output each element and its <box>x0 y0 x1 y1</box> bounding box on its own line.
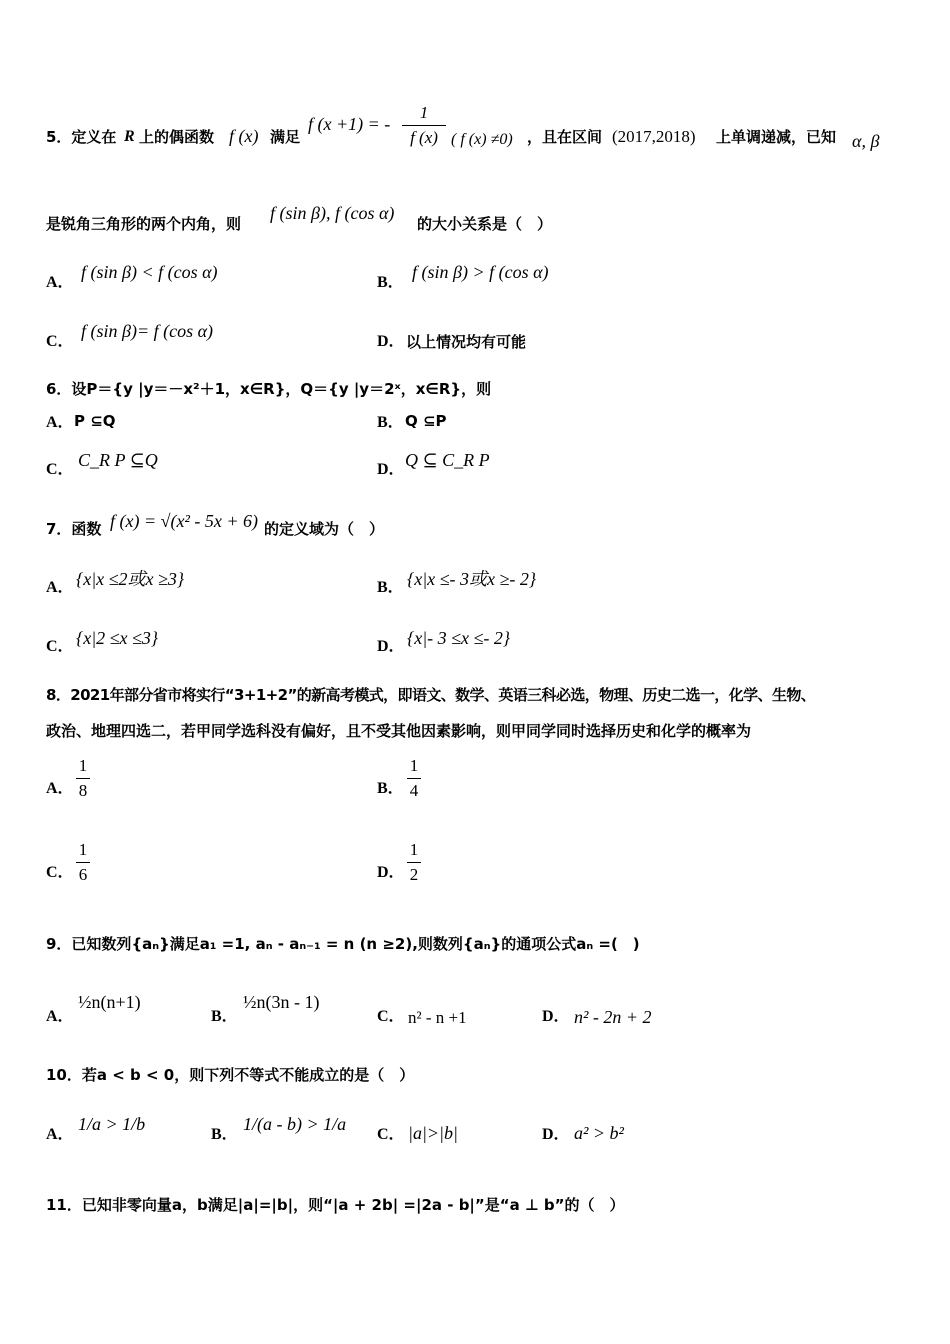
q6-stem: 6．设P＝{y |y＝－x²＋1，x∈R}，Q＝{y |y＝2ˣ，x∈R}，则 <box>46 380 492 398</box>
q7-option-b-label[interactable]: B． <box>377 579 404 596</box>
q5-lhs: f (x +1) = - <box>308 114 391 134</box>
q9-option-d[interactable]: n² - 2n + 2 <box>574 1007 652 1027</box>
q7-option-a[interactable]: {x|x ≤2或x ≥3} <box>76 569 185 589</box>
q8-option-c-num: 1 <box>78 840 88 859</box>
q6-option-b[interactable]: Q ⊆P <box>405 412 447 430</box>
q8-option-b-num: 1 <box>409 756 419 775</box>
q6-option-c-label[interactable]: C． <box>46 461 74 478</box>
q9-option-b[interactable]: ½n(3n - 1) <box>243 992 320 1012</box>
q8-option-c-label[interactable]: C． <box>46 864 74 881</box>
q5-line2b: 的大小关系是（ ） <box>417 215 553 233</box>
q5-condition: ( f (x) ≠0) <box>451 131 513 148</box>
q10-option-a-label[interactable]: A． <box>46 1126 74 1143</box>
q7-tail: 的定义域为（ ） <box>264 520 385 538</box>
q5-line2a: 是锐角三角形的两个内角，则 <box>46 215 242 233</box>
q8-option-d-bar <box>407 862 421 863</box>
q7-option-d-label[interactable]: D． <box>377 638 405 655</box>
q8-option-c-den: 6 <box>78 865 88 884</box>
q8-option-d-den: 2 <box>409 865 419 884</box>
q8-line2: 政治、地理四选二，若甲同学选科没有偏好，且不受其他因素影响，则甲同学同时选择历史和化学的概率为 <box>46 722 752 740</box>
q5-option-c[interactable]: f (sin β)= f (cos α) <box>81 321 214 341</box>
q9-option-a[interactable]: ½n(n+1) <box>78 992 141 1012</box>
q6-option-c[interactable]: C_R P ⊆Q <box>78 450 158 470</box>
q7-expr: f (x) = √(x² - 5x + 6) <box>110 511 259 531</box>
q8-option-c[interactable] <box>76 840 90 885</box>
q5-fraction-den: f (x) <box>410 128 438 147</box>
q10-option-c[interactable]: |a|>|b| <box>408 1123 458 1143</box>
q8-option-a-num: 1 <box>78 756 88 775</box>
q5-fraction-num: 1 <box>419 103 429 122</box>
q7-option-c[interactable]: {x|2 ≤x ≤3} <box>76 628 159 648</box>
q7-lead: 7．函数 <box>46 520 102 538</box>
q10-option-d[interactable]: a² > b² <box>574 1123 624 1143</box>
q6-option-a[interactable]: P ⊆Q <box>74 412 116 430</box>
q7-option-a-label[interactable]: A． <box>46 579 74 596</box>
q5-lead: 5．定义在 <box>46 128 117 146</box>
q10-option-b-label[interactable]: B． <box>211 1126 238 1143</box>
q10-stem: 10．若a < b < 0，则下列不等式不能成立的是（ ） <box>46 1066 415 1084</box>
q5-option-a-label[interactable]: A． <box>46 274 74 291</box>
q11-stem: 11．已知非零向量a，b满足|a|=|b|，则“|a + 2b| =|2a - b|”是“a ⊥ b”的（ ） <box>46 1196 625 1214</box>
q5-option-d-label[interactable]: D． <box>377 333 405 350</box>
q8-option-b-bar <box>407 778 421 779</box>
q8-option-d-num: 1 <box>409 840 419 859</box>
q5-option-a[interactable]: f (sin β) < f (cos α) <box>81 262 218 282</box>
q9-option-b-label[interactable]: B． <box>211 1008 238 1025</box>
q6-option-a-label[interactable]: A． <box>46 414 74 431</box>
q9-option-c[interactable]: n² - n +1 <box>408 1008 467 1027</box>
q8-option-b[interactable] <box>407 756 421 801</box>
q8-option-c-bar <box>76 862 90 863</box>
q5-R: R <box>124 128 135 145</box>
q5-option-b[interactable]: f (sin β) > f (cos α) <box>412 262 549 282</box>
q5-text3: ，且在区间 <box>527 128 603 146</box>
q6-option-d-label[interactable]: D． <box>377 461 405 478</box>
q7-option-d[interactable]: {x|- 3 ≤x ≤- 2} <box>407 628 511 648</box>
q10-option-c-label[interactable]: C． <box>377 1126 405 1143</box>
q6-option-b-label[interactable]: B． <box>377 414 404 431</box>
q9-option-a-label[interactable]: A． <box>46 1008 74 1025</box>
q7-option-c-label[interactable]: C． <box>46 638 74 655</box>
q8-option-a[interactable] <box>76 756 90 801</box>
q6-option-d[interactable]: Q ⊆ C_R P <box>405 450 490 470</box>
q10-option-d-label[interactable]: D． <box>542 1126 570 1143</box>
q8-option-a-label[interactable]: A． <box>46 780 74 797</box>
q9-option-d-label[interactable]: D． <box>542 1008 570 1025</box>
q9-stem: 9．已知数列{aₙ}满足a₁ =1, aₙ - aₙ₋₁ = n (n ≥2),则数列{aₙ}的通项公式aₙ =( ) <box>46 935 640 953</box>
q8-option-d[interactable] <box>407 840 421 885</box>
q10-option-a[interactable]: 1/a > 1/b <box>78 1114 146 1134</box>
q5-fexpr: f (sin β), f (cos α) <box>270 203 395 223</box>
q9-option-c-label[interactable]: C． <box>377 1008 405 1025</box>
q5-text1: 上的偶函数 <box>139 128 215 146</box>
q8-option-b-den: 4 <box>409 781 419 800</box>
q8-option-d-label[interactable]: D． <box>377 864 405 881</box>
q10-option-b[interactable]: 1/(a - b) > 1/a <box>243 1114 347 1134</box>
q8-line1: 8．2021年部分省市将实行“3+1+2”的新高考模式，即语文、数学、英语三科必选，物理、历史二选一，化学、生物、 <box>46 686 816 704</box>
q5-fx: f (x) <box>229 126 259 146</box>
q5-alpha-beta: α, β <box>852 131 880 151</box>
q7-option-b[interactable]: {x|x ≤- 3或x ≥- 2} <box>407 569 537 589</box>
q8-option-a-bar <box>76 778 90 779</box>
q8-option-b-label[interactable]: B． <box>377 780 404 797</box>
q5-fraction <box>402 103 446 148</box>
q5-fraction-bar <box>402 125 446 126</box>
q5-option-d[interactable]: 以上情况均有可能 <box>406 333 527 351</box>
q5-text4: 上单调递减，已知 <box>716 128 837 146</box>
q5-option-c-label[interactable]: C． <box>46 333 74 350</box>
q5-interval: (2017,2018) <box>612 127 696 146</box>
q5-text2: 满足 <box>270 128 301 146</box>
q8-option-a-den: 8 <box>78 781 88 800</box>
q5-option-b-label[interactable]: B． <box>377 274 404 291</box>
